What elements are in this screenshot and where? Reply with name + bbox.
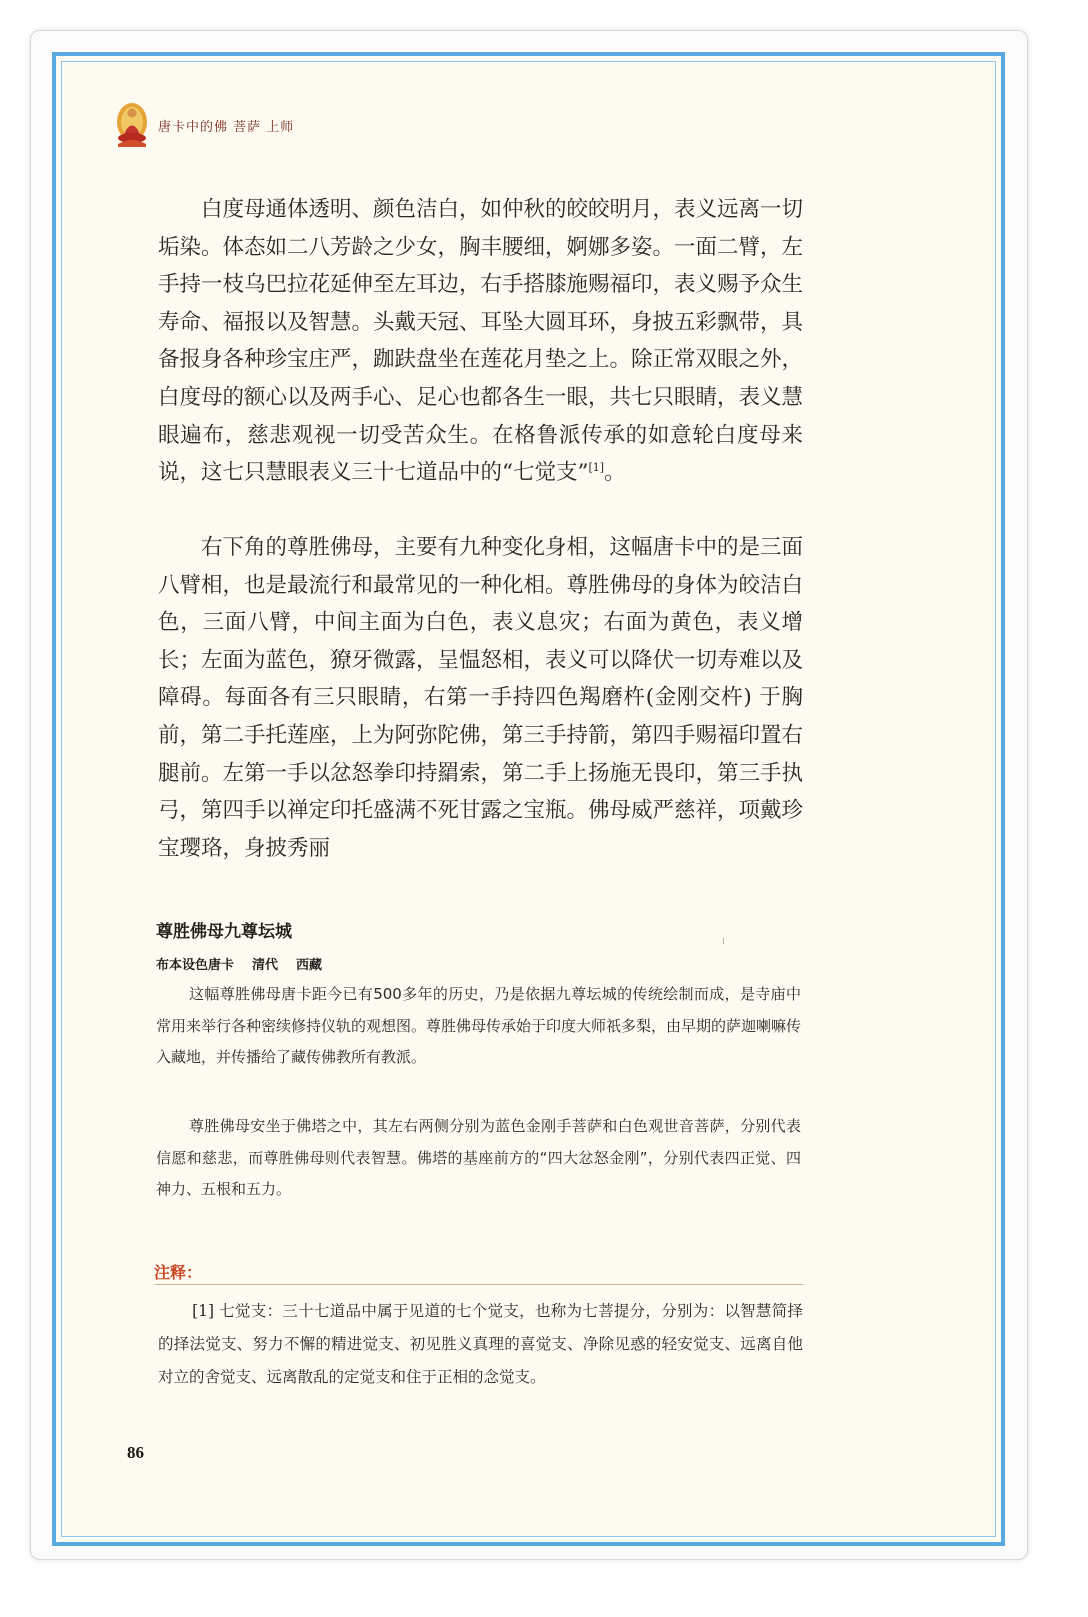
caption-period: 清代	[252, 958, 279, 973]
running-header	[112, 100, 294, 150]
seated-buddha-icon	[112, 100, 152, 150]
margin-tick	[723, 938, 724, 944]
footnote-text: [1] 七觉支：三十七道品中属于见道的七个觉支，也称为七菩提分，分别为：以智慧简择的择法觉支、努力不懈的精进觉支、初见胜义真理的喜觉支、净除见惑的轻安觉支、远离自他对立的舍觉支、远离散乱的定觉支和住于正相的念觉支。	[158, 1302, 803, 1386]
footnote-reference: [1]	[588, 461, 605, 474]
notes-heading: 注释：	[154, 1263, 203, 1282]
page-number: 86	[127, 1443, 144, 1462]
caption-paragraph: 尊胜佛母安坐于佛塔之中，其左右两侧分别为蓝色金刚手菩萨和白色观世音菩萨，分别代表信愿和慈悲，而尊胜佛母则代表智慧。佛塔的基座前方的“四大忿怒金刚”，分别代表四正觉、四神力、五根和五力。	[156, 1117, 801, 1198]
running-header-title: 唐卡中的佛 菩萨 上师	[158, 119, 295, 135]
caption-origin: 西藏	[296, 958, 323, 973]
body-paragraph	[158, 191, 803, 492]
notes-divider	[155, 1284, 803, 1285]
caption-medium: 布本设色唐卡	[156, 958, 235, 973]
caption-paragraph: 这幅尊胜佛母唐卡距今已有500多年的历史，乃是依据九尊坛城的传统绘制而成，是寺庙中常用来举行各种密续修持仪轨的观想图。尊胜佛母传承始于印度大师祇多梨，由早期的萨迦喇嘛传入藏地，并传播给了藏传佛教所有教派。	[156, 985, 802, 1066]
body-paragraph: 右下角的尊胜佛母，主要有九种变化身相，这幅唐卡中的是三面八臂相，也是最流行和最常见的一种化相。尊胜佛母的身体为皎洁白色，三面八臂，中间主面为白色，表义息灾；右面为黄色，表义增长；左面为蓝色，獠牙微露，呈愠怒相，表义可以降伏一切寿难以及障碍。每面各有三只眼睛，右第一手持四色羯磨杵(金刚交杵) 于胸前，第二手托莲座，上为阿弥陀佛，第三手持箭，第四手赐福印置右腿前。左第一手以忿怒拳印持羂索，第二手上扬施无畏印，第三手执弓，第四手以禅定印托盛满不死甘露之宝瓶。佛母威严慈祥，项戴珍宝璎珞，身披秀丽	[158, 535, 804, 861]
body-paragraph-text: 白度母通体透明、颜色洁白，如仲秋的皎皎明月，表义远离一切垢染。体态如二八芳龄之少女，胸丰腰细，婀娜多姿。一面二臂，左手持一枝乌巴拉花延伸至左耳边，右手搭膝施赐福印，表义赐予众生寿命、福报以及智慧。头戴天冠、耳坠大圆耳环，身披五彩飘带，具备报身各种珍宝庄严，跏趺盘坐在莲花月垫之上。除正常双眼之外，白度母的额心以及两手心、足心也都各生一眼，共七只眼睛，表义慧眼遍布，慈悲观视一切受苦众生。在格鲁派传承的如意轮白度母来说，这七只慧眼表义三十七道品中的“七觉支”	[158, 197, 804, 486]
caption-title: 尊胜佛母九尊坛城	[156, 922, 292, 942]
caption-subtitle	[156, 954, 322, 973]
body-paragraph-end: 。	[604, 460, 626, 486]
